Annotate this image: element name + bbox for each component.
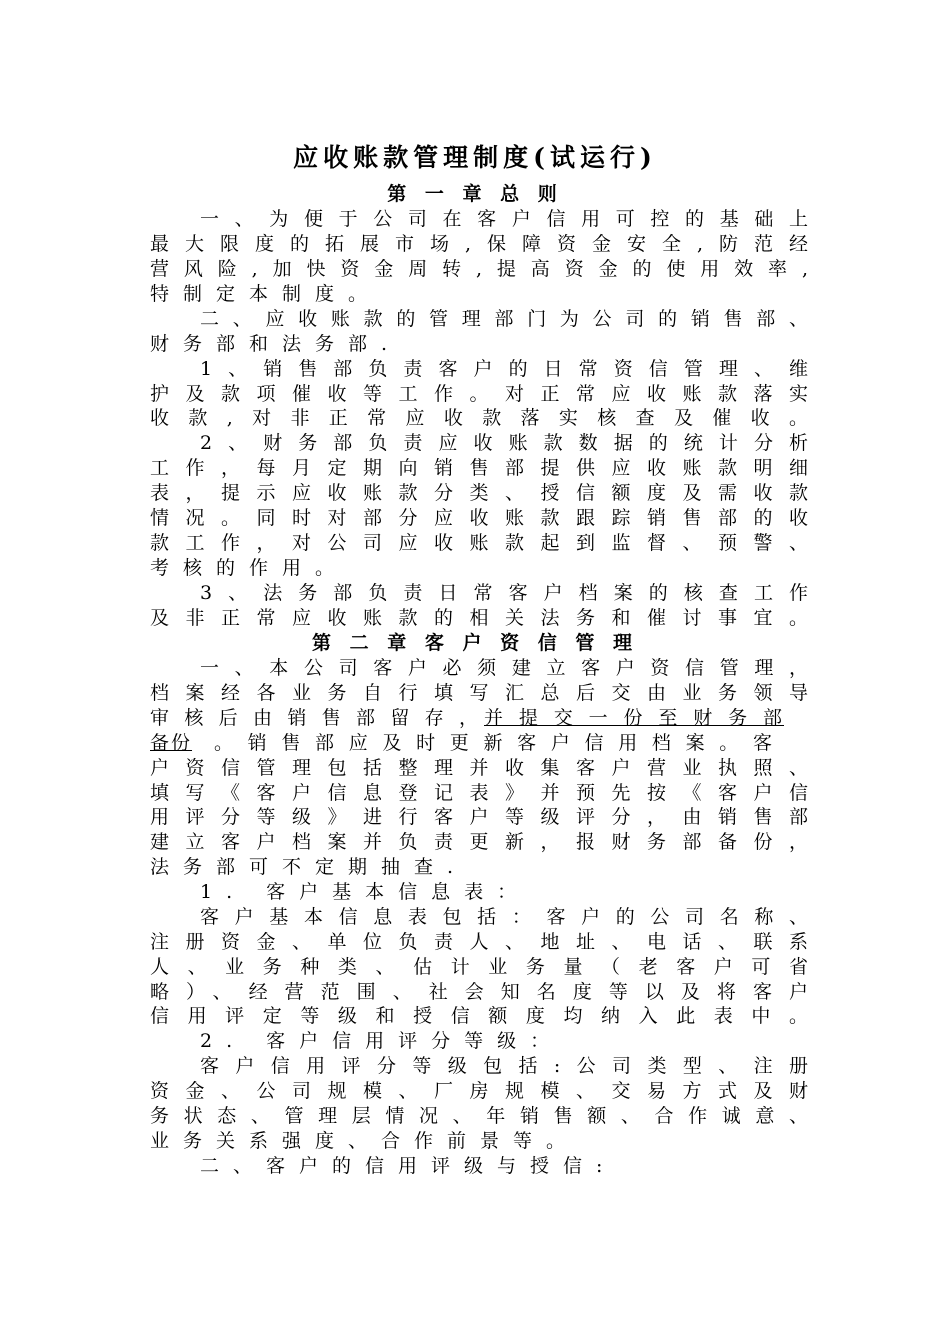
- paragraph-line: 3、法务部负责日常客户档案的核查工作: [200, 582, 810, 604]
- paragraph-line-text: 业务关系强度、合作前景等。: [150, 1130, 580, 1152]
- paragraph-line: [200, 1029, 810, 1054]
- paragraph-line: 护及款项催收等工作。对正常应收账款落实: [150, 383, 810, 405]
- paragraph-line: 客户信用评分等级包括:公司类型、注册: [200, 1055, 810, 1077]
- paragraph-line: 人、业务种类、估计业务量（老客户可省: [150, 956, 810, 978]
- paragraph-line: 用评分等级》进行客户等级评分，由销售部: [150, 806, 810, 828]
- paragraph-line: 一、为便于公司在客户信用可控的基础上: [200, 208, 810, 230]
- paragraph-line: 二、应收账款的管理部门为公司的销售部、: [200, 308, 810, 330]
- paragraph-line: 及非正常应收账款的相关法务和催讨事宜。: [150, 607, 810, 629]
- paragraph-line-text: 1. 客户基本信息表：: [200, 881, 531, 903]
- paragraph-line-text: 二、客户的信用评级与授信:: [200, 1155, 617, 1177]
- paragraph-line: [150, 282, 810, 307]
- paragraph-line: 信用评定等级和授信额度均纳入此表中。: [150, 1005, 810, 1027]
- paragraph-line: 注册资金、单位负责人、地址、电话、联系: [150, 931, 810, 953]
- paragraph-line: 收款,对非正常应收款落实核查及催收。: [150, 407, 810, 429]
- paragraph-line: [150, 332, 810, 357]
- paragraph-line: 工作，每月定期向销售部提供应收账款明细: [150, 457, 810, 479]
- paragraph-line: [200, 1154, 810, 1179]
- paragraph-line: 1、销售部负责客户的日常资信管理、维: [200, 358, 810, 380]
- paragraph-line-text: 法务部可不定期抽查.: [150, 856, 468, 878]
- paragraph-line: 客户基本信息表包括：客户的公司名称、: [200, 906, 810, 928]
- document-title: 应收账款管理制度(试运行): [293, 143, 657, 172]
- paragraph-line: 审核后由销售部留存，: [150, 707, 480, 729]
- underlined-text: 备份: [150, 732, 193, 754]
- paragraph-line: [200, 880, 810, 905]
- chapter-2-heading: 第 二 章 客 户 资 信 管 理: [312, 632, 638, 654]
- paragraph-line: 务状态、管理层情况、年销售额、合作诚意、: [150, 1105, 810, 1127]
- paragraph-line: 建立客户档案并负责更新，报财务部备份，: [150, 831, 810, 853]
- paragraph-line-text: 特制定本制度。: [150, 283, 382, 305]
- paragraph-line: 款工作，对公司应收账款起到监督、预警、: [150, 532, 810, 554]
- underlined-text: 并提交一份至财务部: [484, 707, 784, 729]
- paragraph-line: 档案经各业务自行填写汇总后交由业务领导: [150, 682, 810, 704]
- paragraph-line-text: 财务部和法务部.: [150, 333, 402, 355]
- chapter-1-heading: 第 一 章 总 则: [387, 183, 563, 205]
- paragraph-line: [150, 556, 810, 581]
- paragraph-line-text: 2. 客户信用评分等级：: [200, 1030, 564, 1052]
- paragraph-line-text: 考核的作用。: [150, 557, 349, 579]
- paragraph-line: 填写《客户信息登记表》并预先按《客户信: [150, 782, 810, 804]
- paragraph-line: 户资信管理包括整理并收集客户营业执照、: [150, 757, 810, 779]
- paragraph-line: [150, 855, 810, 880]
- paragraph-line: 表，提示应收账款分类、授信额度及需收款: [150, 482, 810, 504]
- paragraph-line: 营风险,加快资金周转,提高资金的使用效率,: [150, 258, 810, 280]
- paragraph-line: 资金、公司规模、厂房规模、交易方式及财: [150, 1080, 810, 1102]
- paragraph-line: 情况。同时对部分应收账款跟踪销售部的收: [150, 507, 810, 529]
- paragraph-line: 。销售部应及时更新客户信用档案。客: [214, 732, 774, 754]
- paragraph-line: [150, 1129, 810, 1154]
- paragraph-line: 一、本公司客户必须建立客户资信管理，: [200, 657, 810, 679]
- paragraph-line: 略）、经营范围、社会知名度等以及将客户: [150, 981, 810, 1003]
- paragraph-line: 2、财务部负责应收账款数据的统计分析: [200, 432, 810, 454]
- paragraph-line: 最大限度的拓展市场,保障资金安全,防范经: [150, 233, 810, 255]
